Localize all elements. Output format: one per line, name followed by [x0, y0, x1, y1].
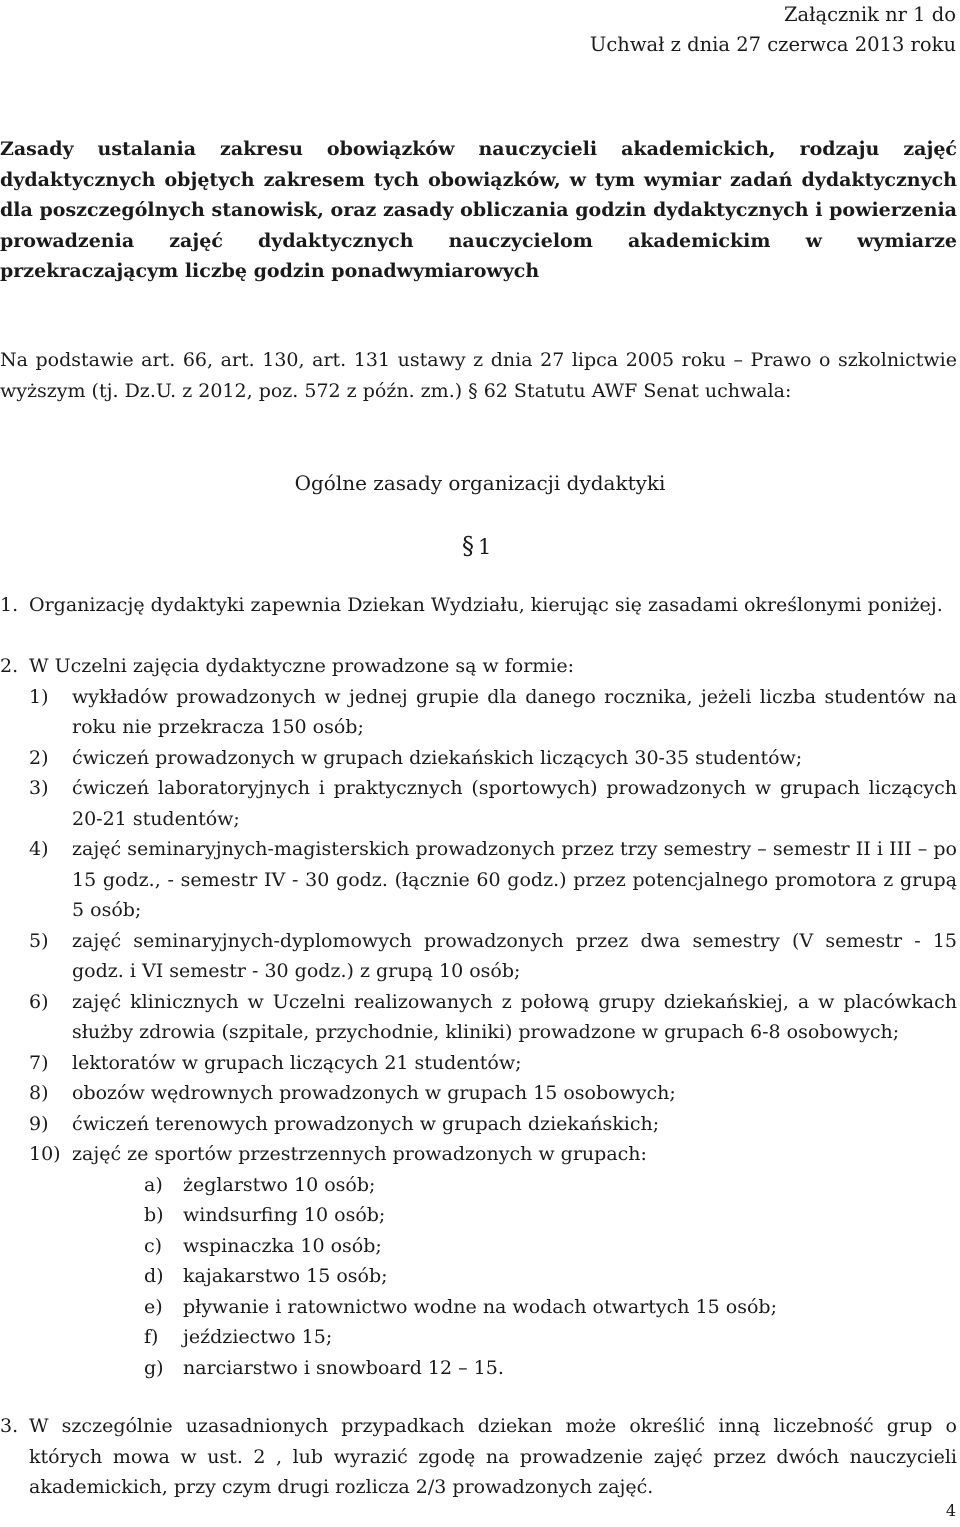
attachment-header — [590, 0, 956, 60]
sub-list-item: d) kajakarstwo 15 osób; — [144, 1265, 388, 1287]
attachment-line: Załącznik nr 1 do — [783, 3, 956, 26]
section-marker — [462, 531, 491, 563]
list-item: 8) obozów wędrownych prowadzonych w grupach 15 osobowych; — [29, 1082, 676, 1104]
paragraph-number: 2. — [0, 655, 19, 677]
paragraph-3 — [0, 1411, 957, 1503]
paragraph-text: Organizację dydaktyki zapewnia Dziekan Wydziału, kierując się zasadami określonymi poniżej. — [29, 594, 943, 616]
sub-list-item: b) windsurfing 10 osób; — [144, 1204, 386, 1226]
list-item: 6) zajęć klinicznych w Uczelni realizowanych z połową grupy dziekańskiej, a w placówkach służby zdrowia (szpitale, przychodnie, kliniki) prowadzone w grupach 6-8 osobowych; — [29, 990, 957, 1043]
paragraph-2 — [0, 651, 957, 1383]
sports-sublist — [72, 1170, 957, 1384]
teaching-forms-list — [0, 682, 957, 1384]
paragraph-text: W szczególnie uzasadnionych przypadkach dziekan może określić inną liczebność grup o których mowa w ust. 2 , lub wyrazić zgodę na prowadzenie zajęć przez dwóch nauczycieli akademickich, przy czym drugi rozlicza 2/3 prowadzonych zajęć. — [29, 1415, 957, 1498]
paragraph-number: 1. — [0, 594, 19, 616]
sub-list-item: e) pływanie i ratownictwo wodne na wodach otwartych 15 osób; — [144, 1295, 777, 1318]
list-item: 10) zajęć ze sportów przestrzennych prowadzonych w grupach: a) żeglarstwo 10 osób; b) windsurfing 10 osób; c) wspinaczka 10 osób; d) kajakarstwo 15 osób; e) pływanie i ratownictwo wodne na wodach otwartych 15 osób; f) jeździectwo 15; g) narciarstwo i snowboard 12 – 15. — [0, 1139, 957, 1383]
section-number: 1 — [478, 535, 492, 559]
resolution-date-line: Uchwał z dnia 27 czerwca 2013 roku — [589, 33, 956, 56]
list-item: 5) zajęć seminaryjnych-dyplomowych prowadzonych przez dwa semestry (V semestr - 15 godz. i VI semestr - 30 godz.) z grupą 10 osób; — [29, 929, 957, 982]
page-number: 4 — [945, 1501, 956, 1520]
list-item: 1) wykładów prowadzonych w jednej grupie dla danego rocznika, jeżeli liczba studentów na roku nie przekracza 150 osób; — [29, 685, 957, 738]
list-item: 9) ćwiczeń terenowych prowadzonych w grupach dziekańskich; — [29, 1112, 660, 1135]
sub-list-item: a) żeglarstwo 10 osób; — [144, 1173, 376, 1196]
paragraph-number: 3. — [0, 1415, 19, 1437]
chapter-heading: Ogólne zasady organizacji dydaktyki — [294, 471, 666, 495]
list-item: 2) ćwiczeń prowadzonych w grupach dziekańskich liczących 30-35 studentów; — [29, 746, 803, 769]
list-item: 3) ćwiczeń laboratoryjnych i praktycznych (sportowych) prowadzonych w grupach liczących 20-21 studentów; — [29, 777, 957, 830]
paragraph-1 — [0, 590, 957, 621]
legal-basis: Na podstawie art. 66, art. 130, art. 131 ustawy z dnia 27 lipca 2005 roku – Prawo o szkolnictwie wyższym (tj. Dz.U. z 2012, poz. 572 z późn. zm.) § 62 Statutu AWF Senat uchwala: — [0, 349, 957, 402]
sub-list-item: g) narciarstwo i snowboard 12 – 15. — [144, 1356, 504, 1379]
section-symbol: § — [462, 532, 474, 560]
sub-list-item: c) wspinaczka 10 osób; — [144, 1234, 382, 1257]
list-item: 4) zajęć seminaryjnych-magisterskich prowadzonych przez trzy semestry – semestr II i III – po 15 godz., - semestr IV - 30 godz. (łącznie 60 godz.) przez potencjalnego promotora z grupą 5 osób; — [29, 838, 957, 921]
document-title: Zasady ustalania zakresu obowiązków nauczycieli akademickich, rodzaju zajęć dydaktycznych objętych zakresem tych obowiązków, w tym wymiar zadań dydaktycznych dla poszczególnych stanowisk, oraz zasady obliczania godzin dydaktycznych i powierzenia prowadzenia zajęć dydaktycznych nauczycielom akademickim w wymiarze przekraczającym liczbę godzin ponadwymiarowych — [0, 138, 957, 282]
paragraph-text: W Uczelni zajęcia dydaktyczne prowadzone są w formie: — [29, 655, 575, 677]
list-item: 7) lektoratów w grupach liczących 21 studentów; — [29, 1051, 522, 1074]
sub-list-item: f) jeździectwo 15; — [144, 1326, 333, 1348]
